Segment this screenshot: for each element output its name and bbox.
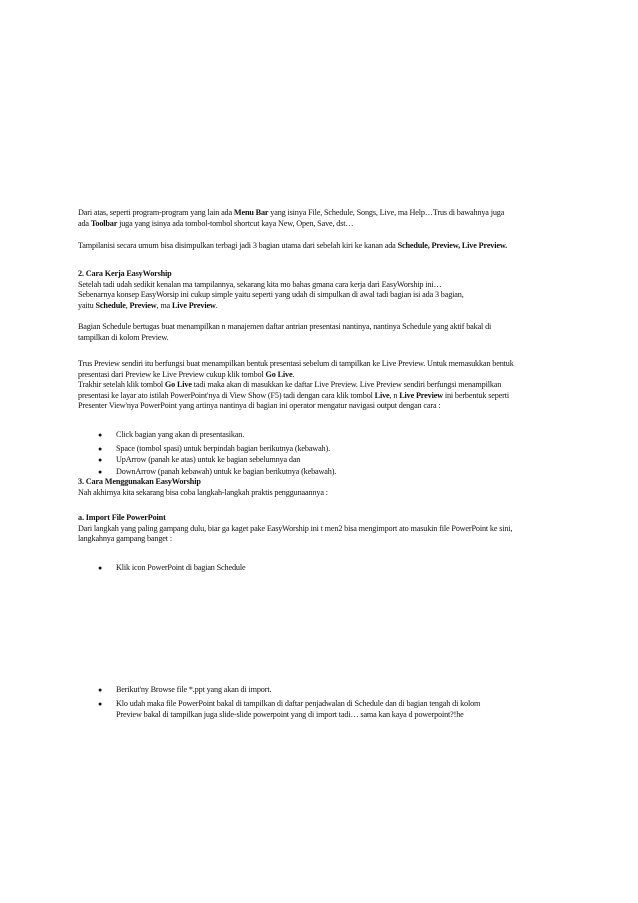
section-3-heading: 3. Cara Menggunakan EasyWorship bbox=[78, 477, 201, 486]
section-2: 2. Cara Kerja EasyWorship Setelah tadi udah sedikit kenalan ma tampilannya, sekarang kita mo bahas gmana cara kerja dari EasyWorship ini… Sebenarnya konsep EasyWorsip ini cukup simple yaitu seperti yang udah di simpulkan di awal tadi bagian isi ada 3 bagian, yaitu Schedule, Preview, ma Live Preview. bbox=[78, 269, 562, 311]
document-page: Dari atas, seperti program-program yang lain ada Menu Bar yang isinya File, Schedule, Songs, Live, ma Help…Trus di bawahnya juga ada Toolbar juga yang isinya ada tombol-tombol shortcut kaya New, Open, Save, dst… Tampilanisi secara umum bisa disimpulkan terbagi jadi 3 bagian utama dari sebelah kiri ke kanan ada Schedule, Preview, Live Preview. 2. Cara Kerja EasyWorship Setelah tadi udah sedikit kenalan ma tampilannya, sekarang kita mo bahas gmana cara kerja dari EasyWorship ini… Sebenarnya konsep EasyWorsip ini cukup simple yaitu seperti yang udah di simpulkan di awal tadi bagian isi ada 3 bagian, yaitu Schedule, Preview, ma Live Preview. Bagian Schedule bertugas buat menampilkan n manajemen daftar antrian presentasi nantinya, nantinya Schedule yang aktif bakal di tampilkan di kolom Preview. Trus Preview sendiri itu berfungsi buat menampilkan bentuk presentasi sebelum di tampilkan ke Live Preview. Untuk memasukkan bentuk presentasi dari Preview ke Live Preview cukup klik tombol Go Live. Trakhir setelah klik tombol Go Live tadi maka akan di masukkan ke daftar Live Preview. Live Preview sendiri berfungsi menampilkan presentasi ke layar ato istilah PowerPoint'nya di View Show (F5) tadi dengan cara klik tombol Live, n Live Preview ini berbentuk seperti Presenter View'nya PowerPoint yang artinya nantinya di bagian ini operator mengatur navigasi output dengan cara : ● Click bagian yang akan di presentasikan. ● Space (tombol spasi) untuk berpindah bagian berikutnya (kebawah). ● UpArrow (panah ke atas) untuk ke bagian sebelumnya dan ● DownArrow (panah kebawah) untuk ke bagian berikutnya (kebawah). 3. Cara Menggunakan EasyWorship Nah akhirnya kita sekarang bisa coba langkah-langkah praktis penggunaannya : a. Import File PowerPoint Dari langkah yang paling gampang dulu, biar ga kaget pake EasyWorship ini t men2 bisa mengimport ato masukin file PowerPoint ke sini, langkahnya gampang banget : ● Klik icon PowerPoint di bagian Schedule ● Berikut'ny Browse file *.ppt yang akan di import. ● Klo udah maka file PowerPoint bakal di tampilkan di daftar penjadwalan di Schedule dan di bagian tengah di kolom Preview bakal di tampilkan juga slide-slide powerpoint yang di import tadi… sama kan kaya d powerpoint?!he bbox=[0, 0, 638, 903]
section-a: a. Import File PowerPoint Dari langkah yang paling gampang dulu, biar ga kaget pake EasyWorship ini t men2 bisa mengimport ato masukin file PowerPoint ke sini, langkahnya gampang banget : bbox=[78, 513, 562, 545]
preview-paragraph: Trus Preview sendiri itu berfungsi buat menampilkan bentuk presentasi sebelum di tampilkan ke Live Preview. Untuk memasukkan bentuk presentasi dari Preview ke Live Preview cukup klik tombol Go Live. Trakhir setelah klik tombol Go Live tadi maka akan di masukkan ke daftar Live Preview. Live Preview sendiri berfungsi menampilkan presentasi ke layar ato istilah PowerPoint'nya di View Show (F5) tadi dengan cara klik tombol Live, n Live Preview ini berbentuk seperti Presenter View'nya PowerPoint yang artinya nantinya di bagian ini operator mengatur navigasi output dengan cara : bbox=[78, 359, 514, 411]
bullet-icon: ● bbox=[98, 456, 103, 464]
section-3: 3. Cara Menggunakan EasyWorship Nah akhirnya kita sekarang bisa coba langkah-langkah praktis penggunaannya : bbox=[78, 477, 562, 498]
section-2-heading: 2. Cara Kerja EasyWorship bbox=[78, 269, 172, 278]
schedule-paragraph: Bagian Schedule bertugas buat menampilkan n manajemen daftar antrian presentasi nantinya, nantinya Schedule yang aktif bakal di tampilkan di kolom Preview. bbox=[78, 322, 492, 342]
bullet-icon: ● bbox=[98, 686, 103, 694]
bullet-icon: ● bbox=[98, 431, 103, 439]
layout-summary-paragraph: Tampilanisi secara umum bisa disimpulkan terbagi jadi 3 bagian utama dari sebelah kiri ke kanan ada Schedule, Preview, Live Preview. bbox=[78, 241, 508, 250]
bullet-icon: ● bbox=[98, 564, 103, 572]
bullet-icon: ● bbox=[98, 700, 103, 708]
section-a-heading: a. Import File PowerPoint bbox=[78, 513, 166, 522]
bullet-icon: ● bbox=[98, 468, 103, 476]
bullet-icon: ● bbox=[98, 445, 103, 453]
intro-paragraph: Dari atas, seperti program-program yang lain ada Menu Bar yang isinya File, Schedule, Songs, Live, ma Help…Trus di bawahnya juga ada Toolbar juga yang isinya ada tombol-tombol shortcut kaya New, Open, Save, dst… bbox=[78, 208, 505, 228]
